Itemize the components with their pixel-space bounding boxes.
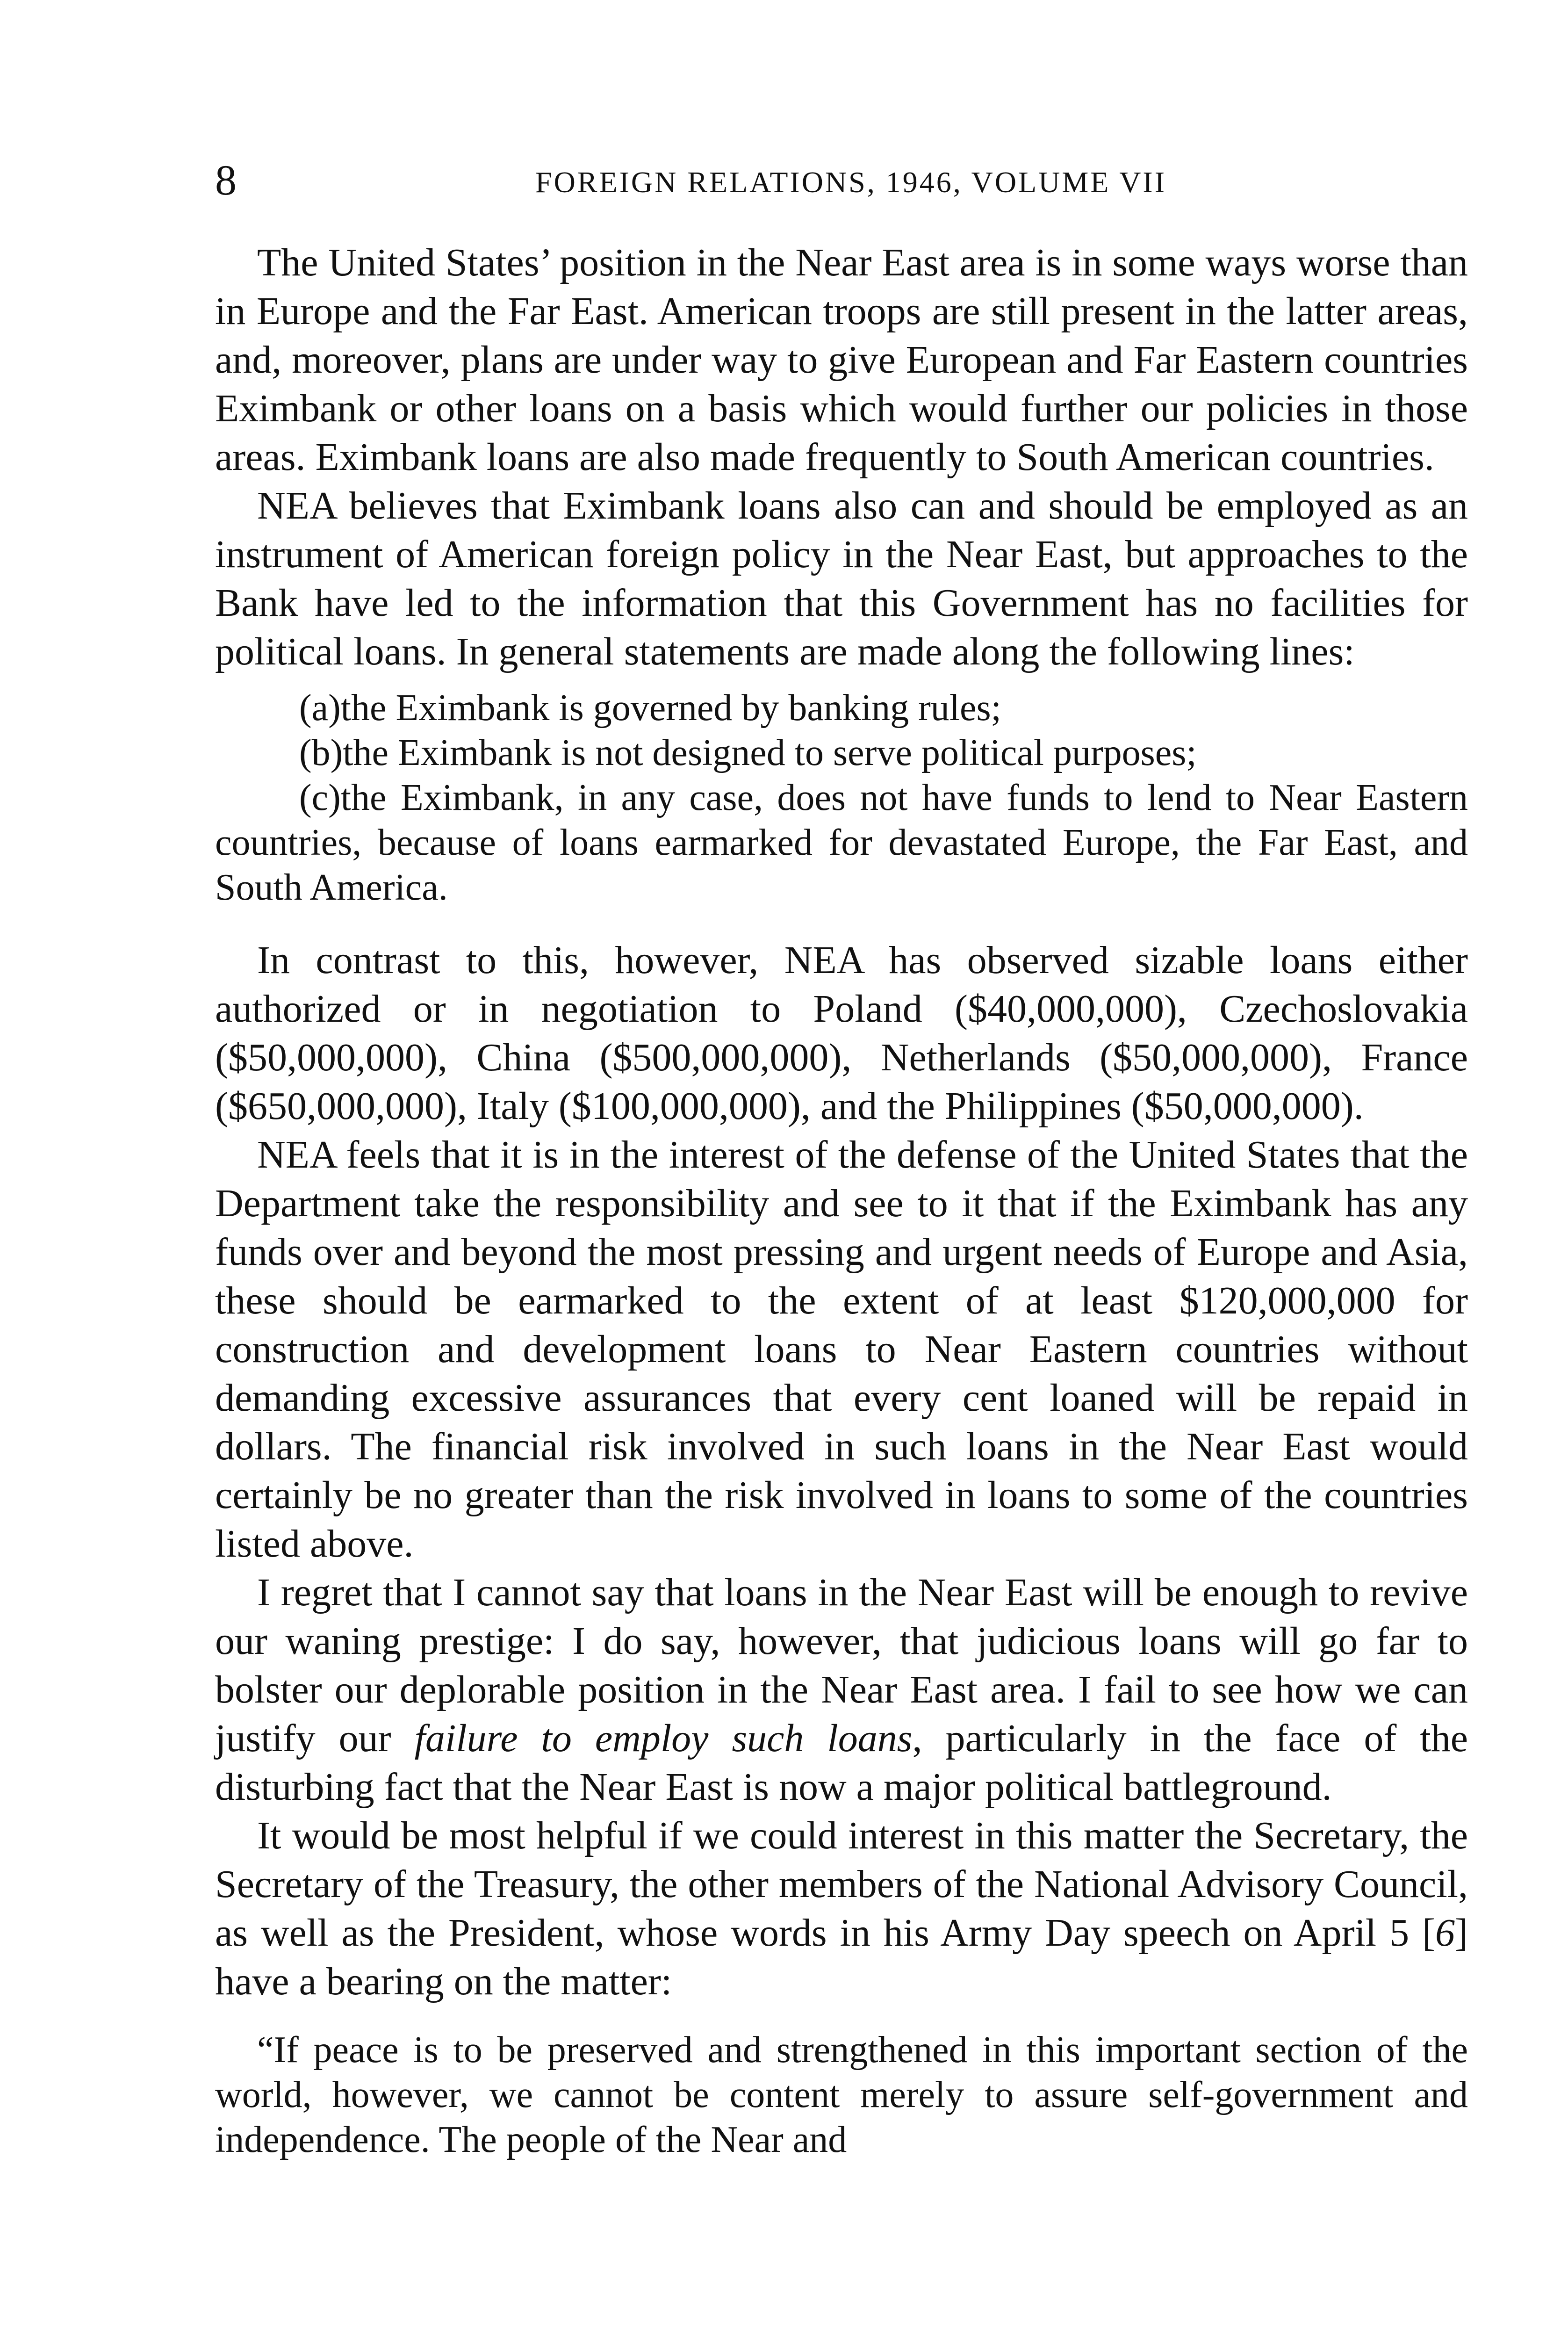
paragraph-5-text-b: , particularly in the face of the disturbing fact that the Near East is now a major political battleground. xyxy=(215,1717,1468,1809)
list-item-text: the Eximbank, in any case, does not have funds to lend to Near Eastern countries, because of loans earmarked for devastated Europe, the Far East, and South America. xyxy=(215,777,1468,908)
list-item xyxy=(215,775,1468,910)
paragraph-3: In contrast to this, however, NEA has observed sizable loans either authorized or in negotiation to Poland ($40,000,000), Czechoslovakia ($50,000,000), China ($500,000,000), Netherlands ($50,000,000), France ($650,000,000), Italy ($100,000,000), and the Philippines ($50,000,000). xyxy=(215,938,1468,1128)
lines-list xyxy=(215,686,1468,910)
list-item-label: (a) xyxy=(299,687,341,729)
list-item-text: the Eximbank is not designed to serve political purposes; xyxy=(343,732,1197,773)
running-head: FOREIGN RELATIONS, 1946, VOLUME VII xyxy=(535,166,1167,199)
list-item-label: (b) xyxy=(299,732,343,773)
paragraph-5-italic: failure to employ such loans xyxy=(414,1717,913,1760)
paragraph-5-text-a: I regret that I cannot say that loans in the Near East will be enough to revive our waning prestige: I do say, however, that judicious loans will go far to bolster our deplorable position in the Near East area. I fail to see how we can justify our xyxy=(215,1571,1468,1760)
list-item-text: the Eximbank is governed by banking rules; xyxy=(340,687,1001,729)
paragraph-5 xyxy=(215,1568,1468,1811)
block-quote: “If peace is to be preserved and strengthened in this important section of the world, however, we cannot be content merely to assure self-government and independence. The people of the Near and xyxy=(215,2029,1468,2160)
paragraph-6-italic: 6 xyxy=(1435,1911,1455,1955)
paragraph-6-text-b: ] have a bearing on the matter: xyxy=(215,1911,1468,2003)
paragraph-6 xyxy=(215,1811,1468,2006)
paragraph-1: The United States’ position in the Near East area is in some ways worse than in Europe and the Far East. American troops are still present in the latter areas, and, moreover, plans are under way to give European and Far Eastern countries Eximbank or other loans on a basis which would further our policies in those areas. Eximbank loans are also made frequently to South American countries. xyxy=(215,241,1468,479)
paragraph-6-text-a: It would be most helpful if we could interest in this matter the Secretary, the Secretary of the Treasury, the other members of the National Advisory Council, as well as the President, whose words in his Army Day speech on April 5 [ xyxy=(215,1814,1468,1955)
page-number: 8 xyxy=(215,156,237,204)
list-item-label: (c) xyxy=(299,777,341,818)
paragraph-2: NEA believes that Eximbank loans also can and should be employed as an instrument of American foreign policy in the Near East, but approaches to the Bank have led to the information that this Government has no facilities for political loans. In general statements are made along the following lines: xyxy=(215,484,1468,673)
list-item xyxy=(215,730,1468,775)
list-item xyxy=(215,686,1468,730)
document-body xyxy=(215,238,1468,2162)
paragraph-4: NEA feels that it is in the interest of the defense of the United States that the Department take the responsibility and see to it that if the Eximbank has any funds over and beyond the most pressing and urgent needs of Europe and Asia, these should be earmarked to the extent of at least $120,000,000 for construction and development loans to Near Eastern countries without demanding excessive assurances that every cent loaned will be repaid in dollars. The financial risk involved in such loans in the Near East would certainly be no greater than the risk involved in loans to some of the countries listed above. xyxy=(215,1133,1468,1566)
page-header xyxy=(215,154,1468,206)
